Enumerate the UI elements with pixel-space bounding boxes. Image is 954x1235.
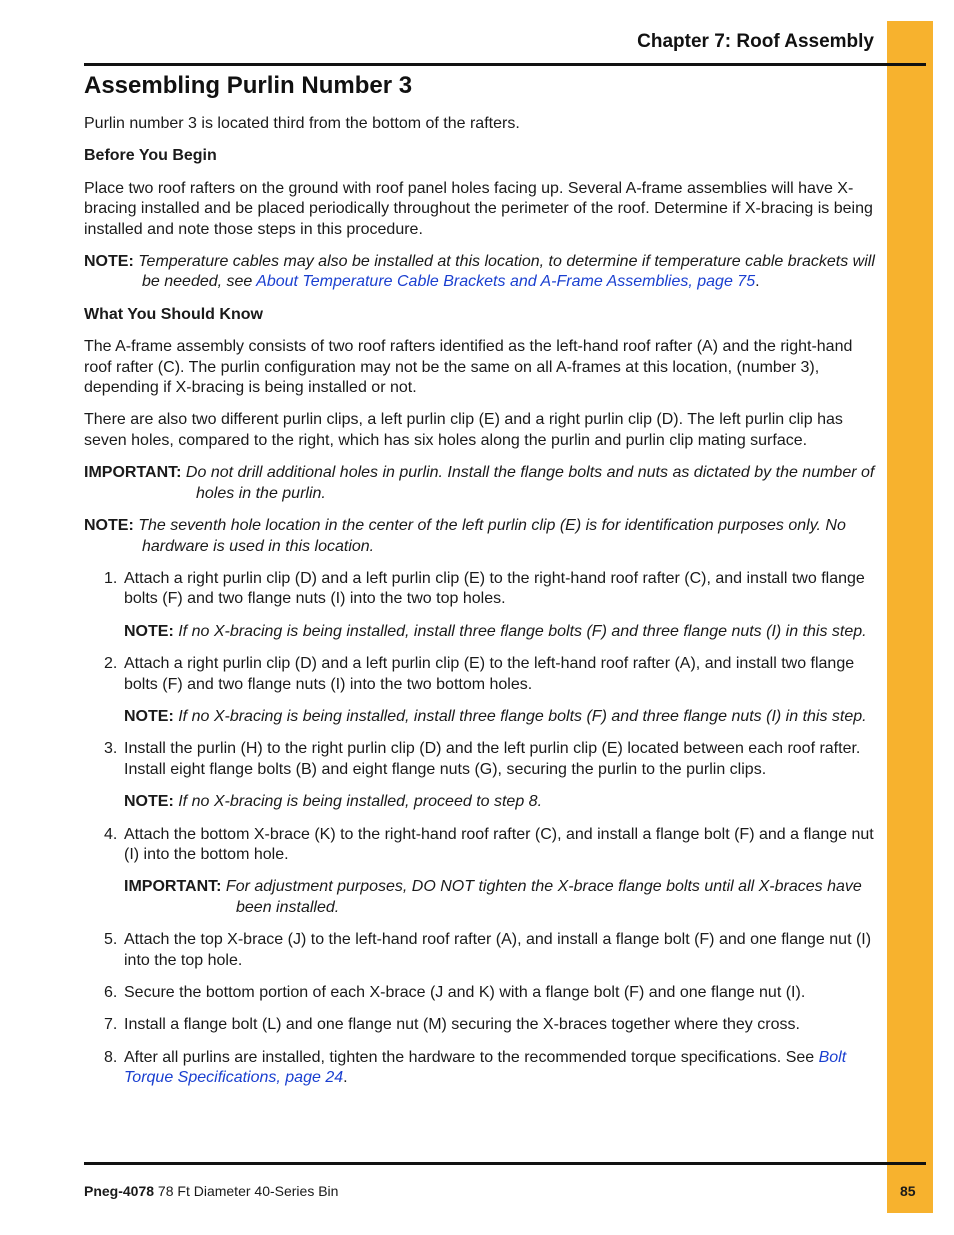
note-text: Temperature cables may also be installed at this location, to determine if temperature cable brackets will be needed, see <box>138 253 875 291</box>
note-label: NOTE: <box>124 622 174 640</box>
important-label: IMPORTANT: <box>124 878 222 896</box>
know-heading: What You Should Know <box>84 305 263 323</box>
step-note <box>124 622 876 642</box>
step-number: 1. <box>104 569 118 587</box>
step-note <box>124 707 876 727</box>
step-text: Secure the bottom portion of each X-brace (J and K) with a flange bolt (F) and one flange nut (I). <box>124 984 806 1001</box>
footer-rule <box>84 1162 926 1165</box>
know-paragraph-1: The A-frame assembly consists of two roof rafters identified as the left-hand roof rafter (A) and the right-hand roof rafter (C). The purlin configuration may not be the same on all A-frames at this location, (number 3), depending if X-bracing is being installed or not. <box>84 338 853 397</box>
note-text: If no X-bracing is being installed, proceed to step 8. <box>178 793 543 811</box>
step-number: 5. <box>104 931 118 949</box>
step-item <box>84 825 876 866</box>
step-number: 4. <box>104 825 118 843</box>
step-number: 2. <box>104 655 118 673</box>
step-text: Attach the bottom X-brace (K) to the right-hand roof rafter (C), and install a flange bolt (F) and a flange nut (I) into the bottom hole. <box>124 825 874 863</box>
procedure-steps <box>84 569 876 1089</box>
important-text: For adjustment purposes, DO NOT tighten the X-brace flange bolts until all X-braces have been installed. <box>225 878 862 916</box>
step-text: Install a flange bolt (L) and one flange nut (M) securing the X-braces together where they cross. <box>124 1016 800 1034</box>
step-note <box>124 792 876 812</box>
note-text: The seventh hole location in the center of the left purlin clip (E) is for identification purposes only. No hardware is used in this location. <box>138 517 846 555</box>
step-text: Attach the top X-brace (J) to the left-hand roof rafter (A), and install a flange bolt (F) and one flange nut (I) into the top hole. <box>124 931 872 969</box>
step-text: Install the purlin (H) to the right purlin clip (D) and the left purlin clip (E) located between each roof rafter. Install eight flange bolts (B) and eight flange nuts (G), securing the purlin to the purlin clips. <box>124 740 861 778</box>
important-text: Do not drill additional holes in purlin. Install the flange bolts and nuts as dictated by the number of holes in the purlin. <box>185 464 875 502</box>
header-rule <box>84 63 926 66</box>
note-label: NOTE: <box>84 253 134 271</box>
step-important <box>124 877 876 918</box>
chapter-side-tab <box>887 21 933 1213</box>
step-number: 6. <box>104 984 118 1001</box>
step-item <box>84 983 876 1003</box>
note-text: If no X-bracing is being installed, install three flange bolts (F) and three flange nuts (I) in this step. <box>178 622 867 640</box>
step-item <box>84 654 876 695</box>
step-text: Attach a right purlin clip (D) and a left purlin clip (E) to the right-hand roof rafter (C), and install two flange bolts (F) and two flange nuts (I) into the two top holes. <box>124 569 865 608</box>
step-number: 7. <box>104 1016 118 1034</box>
temperature-cable-link[interactable]: About Temperature Cable Brackets and A-Frame Assemblies, page 75 <box>256 273 756 291</box>
doc-title: 78 Ft Diameter 40-Series Bin <box>154 1183 339 1199</box>
step-number: 3. <box>104 740 118 758</box>
important-drill <box>84 463 876 504</box>
step-item <box>84 739 876 780</box>
step-number: 8. <box>104 1048 118 1066</box>
note-label: NOTE: <box>124 793 174 811</box>
footer-doc <box>84 1183 338 1199</box>
step-item <box>84 1015 876 1035</box>
step-text: Attach a right purlin clip (D) and a left purlin clip (E) to the left-hand roof rafter (A), and install two flange bolts (F) and two flange nuts (I) into the two bottom holes. <box>124 655 855 693</box>
important-label: IMPORTANT: <box>84 464 182 482</box>
know-paragraph-2: There are also two different purlin clips, a left purlin clip (E) and a right purlin clip (D). The left purlin clip has seven holes, compared to the right, which has six holes along the purlin and purlin clip mating surface. <box>84 411 843 449</box>
chapter-heading: Chapter 7: Roof Assembly <box>637 31 874 52</box>
bolt-torque-link[interactable]: Bolt Torque Specifications, page 24 <box>124 1048 847 1087</box>
page-title: Assembling Purlin Number 3 <box>84 72 413 99</box>
page-content <box>84 70 876 1101</box>
step-after: . <box>343 1069 348 1087</box>
note-seventh-hole <box>84 516 876 557</box>
note-text: If no X-bracing is being installed, install three flange bolts (F) and three flange nuts (I) in this step. <box>178 707 867 725</box>
before-paragraph: Place two roof rafters on the ground with roof panel holes facing up. Several A-frame assemblies will have X-bracing installed and be placed periodically throughout the perimeter of the roof. Determine if X-bracing is being installed and note those steps in this procedure. <box>84 179 873 238</box>
intro-paragraph: Purlin number 3 is located third from the bottom of the rafters. <box>84 115 520 132</box>
note-temperature-cables <box>84 252 876 293</box>
note-after: . <box>755 273 760 291</box>
note-label: NOTE: <box>124 707 174 725</box>
step-text: After all purlins are installed, tighten the hardware to the recommended torque specifications. See <box>124 1048 819 1066</box>
page-number: 85 <box>900 1183 916 1199</box>
note-label: NOTE: <box>84 517 134 535</box>
step-item <box>84 930 876 971</box>
step-item <box>84 1048 876 1089</box>
doc-id: Pneg-4078 <box>84 1183 155 1199</box>
before-heading: Before You Begin <box>84 147 217 165</box>
step-item <box>84 569 876 610</box>
